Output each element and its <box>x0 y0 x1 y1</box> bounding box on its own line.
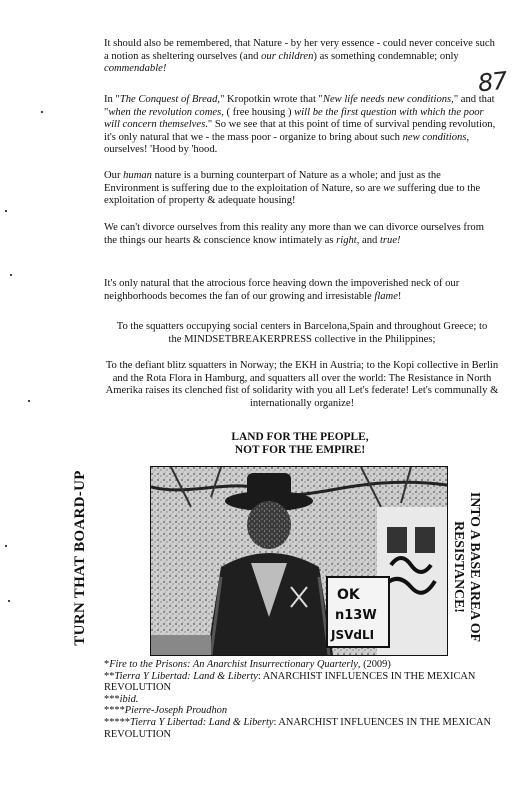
scan-speck <box>5 210 7 212</box>
headline <box>180 431 420 457</box>
dedication-barcelona: To the squatters occupying social centers in Barcelona,Spain and throughout Greece; to the MINDSETBREAKERPRESS collective in the Philippines; <box>116 321 488 345</box>
side-caption-right-line-2: RESISTANCE! <box>452 521 467 613</box>
paragraph-divorce: We can't divorce ourselves from this reality any more than we can divorce ourselves from the things our hearts & conscience know intimately as right, and true! <box>104 222 484 246</box>
footnote-2: **Tierra Y Libertad: Land & Liberty: ANARCHIST INFLUENCES IN THE MEXICAN REVOLUTION <box>104 670 476 694</box>
headline-line-1: LAND FOR THE PEOPLE, <box>231 431 369 443</box>
scan-speck <box>41 111 43 113</box>
headline-line-2: NOT FOR THE EMPIRE! <box>234 444 366 456</box>
protest-sign-text-3: JSVdLI <box>331 628 375 642</box>
side-caption-right-line-1: INTO A BASE AREA OF <box>468 491 483 643</box>
scan-speck <box>5 545 7 547</box>
protest-sign-text-2: n13W <box>335 608 377 623</box>
protest-photo-art <box>151 467 447 655</box>
footnotes <box>104 659 504 740</box>
footnote-5: *****Tierra Y Libertad: Land & Liberty: ANARCHIST INFLUENCES IN THE MEXICAN REVOLUTION <box>104 716 492 740</box>
scan-speck <box>10 274 12 276</box>
protest-sign-text-1: OK <box>337 587 360 603</box>
dedication-norway: To the defiant blitz squatters in Norway; the EKH in Austria; to the Kopi collective in Berlin and the Rota Flora in Hamburg, and squatters all over the world: The Resistance in North Amerika raises its clenched fist of solidarity with you all Let's federate! Let's communally & internationally organize! <box>105 360 499 409</box>
scan-speck <box>8 600 10 602</box>
protest-photo <box>150 466 448 656</box>
paragraph-nature: It should also be remembered, that Nature - by her very essence - could never conceive such a notion as sheltering ourselves (and our children) as something condemnable; only commendable! <box>104 38 495 75</box>
footnote-1: *Fire to the Prisons: An Anarchist Insurrectionary Quarterly, (2009) <box>104 659 391 670</box>
handwritten-page-number: 87 <box>476 66 508 98</box>
footnote-3: ***ibid. <box>104 693 139 705</box>
paragraph-kropotkin: In "The Conquest of Bread," Kropotkin wrote that "New life needs new conditions," and that "when the revolution comes, ( free housing ) will be the first question with which the poor will concern themselves." So we see that at this point of time of survival pending revolution, it's only natural that we - the mass poor - organize to bring about such new conditions, ourselves! 'Hood by 'hood. <box>104 94 496 156</box>
paragraph-human-nature: Our human nature is a burning counterpart of Nature as a whole; and just as the Environment is suffering due to the exploitation of Nature, so are we suffering due to the exploitation of property & adequate housing! <box>104 170 481 207</box>
scan-speck <box>28 400 30 402</box>
footnote-4: ****Pierre-Joseph Proudhon <box>104 705 228 717</box>
side-caption-right <box>448 472 486 662</box>
paragraph-flame: It's only natural that the atrocious force heaving down the impoverished neck of our neighborhoods becomes the fan of our growing and irresistable flame! <box>104 278 460 302</box>
side-caption-left: TURN THAT BOARD-UP <box>72 470 88 646</box>
